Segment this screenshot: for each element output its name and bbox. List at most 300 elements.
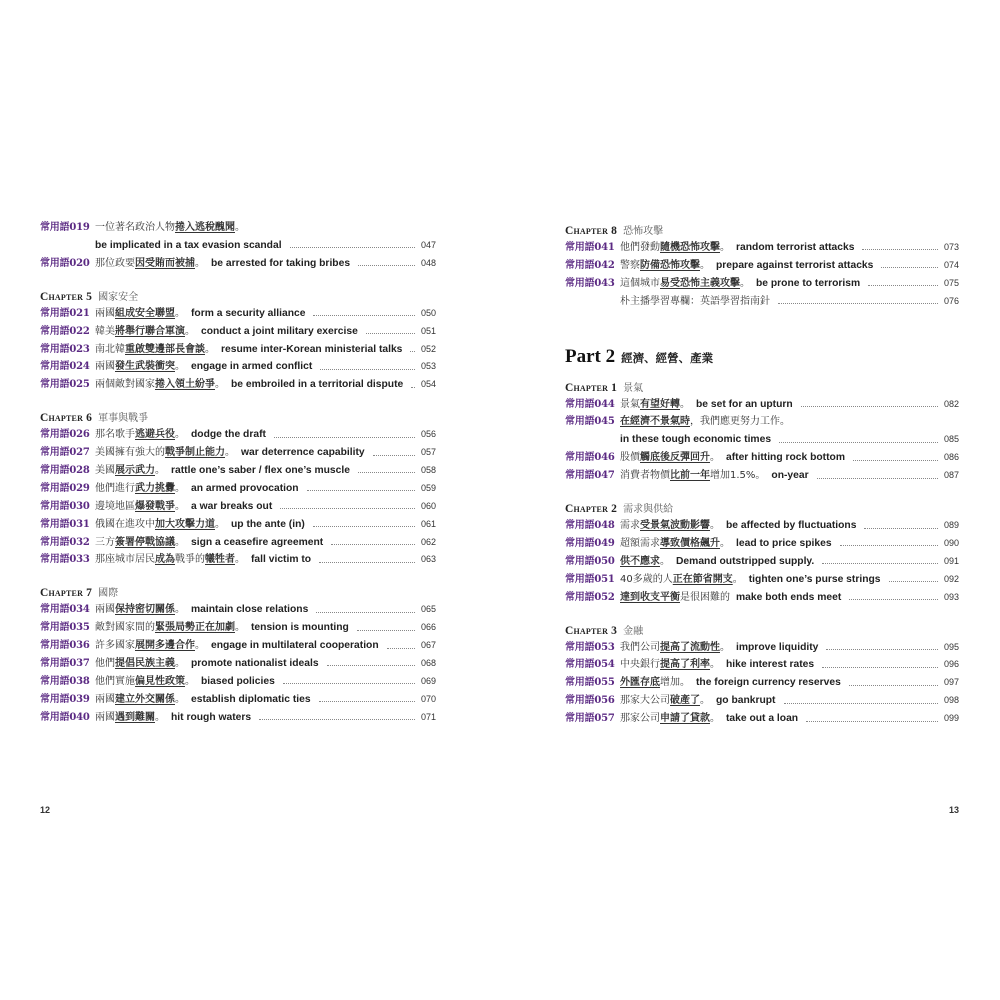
- dot-leader: [822, 667, 938, 668]
- dot-leader: [290, 247, 415, 248]
- entry-english-phrase: rattle one’s saber / flex one’s muscle: [171, 465, 350, 477]
- entry-page-number: 082: [943, 398, 959, 409]
- entry-page-number: 073: [943, 242, 959, 252]
- entry-code: 常用語047: [565, 470, 615, 482]
- entry-english-phrase: war deterrence capability: [241, 447, 365, 459]
- entry-english-phrase: be prone to terrorism: [756, 277, 861, 289]
- chapter-label: Chapter 2: [565, 503, 618, 516]
- entry-english-phrase: be set for an upturn: [696, 398, 793, 410]
- entry-code: 常用語024: [40, 361, 90, 373]
- entry-body: [620, 449, 959, 467]
- entry-page-number: 097: [943, 677, 959, 688]
- dot-leader: [259, 719, 415, 720]
- chapter-title: 軍事與戰爭: [98, 413, 149, 425]
- dot-leader: [881, 267, 938, 268]
- entry-body: [620, 275, 959, 293]
- entry-chinese-sentence: 這個城市易受恐怖主義攻擊。: [620, 277, 750, 289]
- entry-code: 常用語039: [40, 693, 90, 705]
- entry-body: [95, 709, 436, 727]
- entry-chinese-sentence: 在經濟不景氣時，我們應更努力工作。: [620, 416, 790, 428]
- entry-code: 常用語044: [565, 398, 615, 410]
- entry-english-phrase: a war breaks out: [191, 500, 273, 512]
- toc-entry[interactable]: [40, 691, 436, 709]
- entry-chinese-sentence: 他們實施偏見性政策。: [95, 675, 195, 687]
- dot-leader: [387, 648, 415, 649]
- toc-entry[interactable]: [565, 239, 959, 257]
- entry-english-phrase: hike interest rates: [726, 659, 815, 671]
- chapter-label: Chapter 6: [40, 412, 93, 425]
- entry-chinese-sentence: 警察防備恐怖攻擊。: [620, 259, 710, 271]
- entry-english-phrase: engage in multilateral cooperation: [211, 640, 379, 652]
- entry-english-phrase: engage in armed conflict: [191, 361, 313, 373]
- chapter-title: 需求與供給: [623, 504, 674, 516]
- entry-page-number: 061: [420, 518, 436, 529]
- chapter-title: 景氣: [623, 382, 644, 394]
- entry-body: [620, 535, 959, 553]
- entry-english-phrase: be embroiled in a territorial dispute: [231, 379, 404, 391]
- entry-code: 常用語042: [565, 259, 615, 271]
- entry-body: [95, 323, 436, 341]
- toc-entry[interactable]: [565, 293, 959, 311]
- dot-leader: [331, 544, 415, 545]
- chapter-label: Chapter 7: [40, 587, 93, 600]
- toc-entry[interactable]: [565, 275, 959, 293]
- entry-chinese-sentence: 許多國家展開多邊合作。: [95, 640, 205, 652]
- entry-chinese-sentence: 他們進行武力挑釁。: [95, 482, 185, 494]
- dot-leader: [411, 387, 415, 388]
- dot-leader: [313, 315, 415, 316]
- entry-code: 常用語035: [40, 622, 90, 634]
- entry-page-number: 054: [420, 379, 436, 390]
- entry-body: [95, 255, 436, 273]
- entry-code: 常用語048: [565, 520, 615, 532]
- entry-body: [95, 305, 436, 323]
- entry-body: [620, 517, 959, 535]
- chapter-title: 恐怖攻擊: [623, 226, 664, 237]
- toc-entry[interactable]: [40, 305, 436, 323]
- toc-entry[interactable]: [40, 498, 436, 516]
- entry-page-number: 062: [420, 536, 436, 547]
- entry-body: [95, 376, 436, 394]
- entry-chinese-sentence: 需求受景氣波動影響。: [620, 520, 720, 532]
- entry-code: 常用語032: [40, 536, 90, 548]
- dot-leader: [784, 703, 938, 704]
- entry-code: 常用語033: [40, 554, 90, 566]
- entry-page-number: 058: [420, 465, 436, 476]
- entry-code: 常用語046: [565, 452, 615, 464]
- entry-english-phrase: an armed provocation: [191, 482, 299, 494]
- entry-page-number: 095: [943, 641, 959, 652]
- entry-code: 常用語027: [40, 447, 90, 459]
- toc-entry[interactable]: [565, 467, 959, 485]
- entry-english-phrase: in these tough economic times: [620, 434, 772, 446]
- entry-chinese-sentence: 股價觸底後反彈回升。: [620, 452, 720, 464]
- entry-page-number: 051: [420, 325, 436, 336]
- toc-entry[interactable]: [40, 709, 436, 727]
- entry-code: 常用語025: [40, 379, 90, 391]
- toc-entry[interactable]: [40, 516, 436, 534]
- entry-body: [620, 656, 959, 674]
- entry-code: 常用語040: [40, 711, 90, 723]
- toc-entry[interactable]: [565, 535, 959, 553]
- entry-body: [95, 516, 436, 534]
- entry-body: [95, 601, 436, 619]
- chapter-heading: [565, 619, 959, 638]
- chapter-heading: [565, 219, 959, 238]
- entry-english-phrase: biased policies: [201, 675, 275, 687]
- page-number-left: 12: [40, 805, 51, 815]
- entry-page-number: 060: [420, 500, 436, 511]
- toc-entry[interactable]: [565, 571, 959, 589]
- toc-entry[interactable]: [40, 426, 436, 444]
- toc-entry[interactable]: [40, 534, 436, 552]
- entry-english-phrase: tighten one’s purse strings: [748, 573, 881, 585]
- dot-leader: [274, 437, 415, 438]
- entry-code: 常用語028: [40, 465, 90, 477]
- entry-chinese-sentence: 美國擁有強大的戰爭制止能力。: [95, 447, 235, 459]
- entry-code: 常用語022: [40, 325, 90, 337]
- toc-entry[interactable]: [40, 601, 436, 619]
- entry-chinese-sentence: 兩國保持密切關係。: [95, 604, 185, 616]
- entry-code: 常用語037: [40, 658, 90, 670]
- chapter-heading: [565, 376, 959, 395]
- dot-leader: [410, 351, 415, 352]
- entry-code: 常用語036: [40, 640, 90, 652]
- entry-body: [620, 257, 959, 275]
- toc-entry[interactable]: [565, 257, 959, 275]
- entry-body: [620, 589, 959, 607]
- left-toc-column: [40, 219, 436, 727]
- toc-entry[interactable]: [40, 619, 436, 637]
- entry-body: [620, 467, 959, 485]
- entry-code: 常用語026: [40, 429, 90, 441]
- entry-body: [620, 692, 959, 710]
- toc-entry-continuation[interactable]: [565, 431, 959, 449]
- entry-page-number: 050: [420, 307, 436, 318]
- entry-body: [95, 358, 436, 376]
- entry-chinese-sentence: 景氣有望好轉。: [620, 398, 690, 410]
- entry-body: [95, 655, 436, 673]
- entry-code: 常用語023: [40, 343, 90, 355]
- entry-english-phrase: maintain close relations: [191, 604, 309, 616]
- entry-chinese-sentence: 超額需求導致價格飆升。: [620, 538, 730, 550]
- chapter-label: Chapter 5: [40, 290, 93, 303]
- dot-leader: [868, 285, 938, 286]
- entry-page-number: 067: [420, 640, 436, 651]
- entry-code: 常用語034: [40, 604, 90, 616]
- entry-page-number: 099: [943, 713, 959, 724]
- entry-page-number: 063: [420, 554, 436, 565]
- toc-entry[interactable]: [40, 323, 436, 341]
- entry-chinese-sentence: 兩國組成安全聯盟。: [95, 307, 185, 319]
- entry-code: 常用語030: [40, 500, 90, 512]
- entry-english-phrase: make both ends meet: [736, 591, 842, 603]
- entry-body: [95, 444, 436, 462]
- entry-body: [620, 674, 959, 692]
- entry-chinese-sentence: 朴主播學習專欄：英語學習指南針: [620, 295, 770, 307]
- entry-chinese-sentence: 那位政要因受賄而被捕。: [95, 257, 205, 269]
- entry-chinese-sentence: 兩國遇到難關。: [95, 711, 165, 723]
- toc-entry[interactable]: [40, 358, 436, 376]
- entry-body: [95, 619, 436, 637]
- entry-page-number: 070: [420, 693, 436, 704]
- entry-code: 常用語049: [565, 538, 615, 550]
- entry-english-phrase: go bankrupt: [716, 695, 776, 707]
- toc-entry[interactable]: [565, 692, 959, 710]
- entry-chinese-sentence: 那座城市居民成為戰爭的犧牲者。: [95, 554, 245, 566]
- entry-body: [95, 534, 436, 552]
- right-toc-column: [565, 219, 959, 728]
- entry-page-number: 048: [420, 257, 436, 268]
- entry-code: 常用語056: [565, 695, 615, 707]
- entry-code: 常用語029: [40, 482, 90, 494]
- dot-leader: [358, 265, 415, 266]
- dot-leader: [280, 508, 415, 509]
- entry-code: 常用語020: [40, 257, 90, 269]
- dot-leader: [801, 406, 938, 407]
- entry-chinese-sentence: 兩個敵對國家捲入領土紛爭。: [95, 379, 225, 391]
- entry-chinese-sentence: 那家大公司破產了。: [620, 695, 710, 707]
- entry-page-number: 069: [420, 675, 436, 686]
- entry-chinese-sentence: 那名歌手逃避兵役。: [95, 429, 185, 441]
- entry-page-number: 085: [943, 434, 959, 445]
- entry-chinese-sentence: 達到收支平衡是很困難的: [620, 591, 730, 603]
- dot-leader: [849, 685, 938, 686]
- entry-body: [95, 426, 436, 444]
- dot-leader: [307, 490, 415, 491]
- entry-code: 常用語045: [565, 416, 615, 428]
- toc-entry[interactable]: [40, 655, 436, 673]
- part-label: Part 2: [565, 345, 616, 367]
- toc-entry[interactable]: [565, 589, 959, 607]
- entry-body: [620, 431, 959, 449]
- toc-entry-continuation[interactable]: [40, 237, 436, 255]
- entry-body: [620, 710, 959, 728]
- dot-leader: [864, 528, 938, 529]
- entry-english-phrase: after hitting rock bottom: [726, 452, 845, 464]
- chapter-heading: [40, 581, 436, 600]
- dot-leader: [358, 472, 415, 473]
- entry-code: 常用語055: [565, 677, 615, 689]
- dot-leader: [779, 442, 938, 443]
- toc-entry[interactable]: [565, 639, 959, 657]
- entry-page-number: 075: [943, 277, 959, 288]
- entry-chinese-sentence: 兩國建立外交關係。: [95, 693, 185, 705]
- entry-english-phrase: lead to price spikes: [736, 538, 832, 550]
- entry-code: 常用語050: [565, 555, 615, 567]
- entry-english-phrase: be implicated in a tax evasion scandal: [95, 239, 282, 251]
- chapter-title: 國際: [98, 588, 119, 600]
- entry-english-phrase: tension is mounting: [251, 622, 349, 634]
- entry-page-number: 093: [943, 591, 959, 602]
- entry-page-number: 068: [420, 658, 436, 669]
- chapter-title: 金融: [623, 625, 644, 637]
- toc-entry[interactable]: [40, 255, 436, 273]
- entry-english-phrase: form a security alliance: [191, 307, 306, 319]
- entry-code: 常用語054: [565, 659, 615, 671]
- entry-page-number: 074: [943, 259, 959, 270]
- entry-body: [620, 413, 959, 431]
- toc-entry[interactable]: [565, 710, 959, 728]
- entry-english-phrase: promote nationalist ideals: [191, 658, 319, 670]
- entry-body: [620, 553, 959, 571]
- entry-body: [95, 673, 436, 691]
- entry-chinese-sentence: 三方簽署停戰協議。: [95, 536, 185, 548]
- dot-leader: [283, 683, 415, 684]
- toc-entry[interactable]: [40, 462, 436, 480]
- entry-english-phrase: conduct a joint military exercise: [201, 325, 358, 337]
- entry-page-number: 065: [420, 604, 436, 615]
- chapter-label: Chapter 3: [565, 624, 618, 637]
- entry-page-number: 047: [420, 239, 436, 250]
- dot-leader: [840, 545, 938, 546]
- right-page: [565, 0, 959, 1000]
- toc-entry[interactable]: [565, 553, 959, 571]
- dot-leader: [826, 649, 938, 650]
- dot-leader: [327, 665, 415, 666]
- entry-english-phrase: improve liquidity: [736, 641, 819, 653]
- toc-entry[interactable]: [40, 551, 436, 569]
- toc-entry[interactable]: [40, 480, 436, 498]
- entry-english-phrase: sign a ceasefire agreement: [191, 536, 324, 548]
- entry-english-phrase: the foreign currency reserves: [696, 677, 841, 689]
- entry-body: [620, 571, 959, 589]
- entry-english-phrase: on-year: [771, 470, 809, 482]
- entry-chinese-sentence: 40多歲的人正在節省開支。: [620, 573, 743, 585]
- entry-chinese-sentence: 敵對國家間的緊張局勢正在加劇。: [95, 622, 245, 634]
- entry-chinese-sentence: 俄國在進攻中加大攻擊力道。: [95, 518, 225, 530]
- entry-chinese-sentence: 一位著名政治人物捲入逃稅醜聞。: [95, 222, 245, 233]
- entry-chinese-sentence: 他們提倡民族主義。: [95, 658, 185, 670]
- entry-body: [95, 480, 436, 498]
- entry-chinese-sentence: 外匯存底增加。: [620, 677, 690, 689]
- entry-english-phrase: prepare against terrorist attacks: [716, 259, 874, 271]
- entry-chinese-sentence: 消費者物價比前一年增加1.5%。: [620, 470, 766, 482]
- toc-entry[interactable]: [40, 637, 436, 655]
- dot-leader: [849, 599, 938, 600]
- entry-english-phrase: hit rough waters: [171, 711, 252, 723]
- entry-page-number: 053: [420, 361, 436, 372]
- entry-english-phrase: establish diplomatic ties: [191, 693, 311, 705]
- entry-body: [95, 498, 436, 516]
- entry-code: 常用語031: [40, 518, 90, 530]
- entry-chinese-sentence: 南北韓重啟雙邊部長會談。: [95, 343, 215, 355]
- chapter-title: 國家安全: [98, 291, 139, 303]
- dot-leader: [320, 369, 415, 370]
- toc-entry[interactable]: [565, 674, 959, 692]
- dot-leader: [366, 333, 415, 334]
- entry-body: [95, 237, 436, 255]
- toc-entry[interactable]: [565, 656, 959, 674]
- entry-body: [95, 551, 436, 569]
- entry-code: 常用語051: [565, 573, 615, 585]
- entry-english-phrase: take out a loan: [726, 713, 799, 725]
- page-number-right: 13: [948, 805, 959, 815]
- entry-page-number: 096: [943, 659, 959, 670]
- entry-code: 常用語021: [40, 307, 90, 319]
- entry-page-number: 089: [943, 520, 959, 531]
- entry-page-number: 052: [420, 343, 436, 354]
- dot-leader: [373, 455, 415, 456]
- entry-page-number: 071: [420, 711, 436, 722]
- entry-code: 常用語038: [40, 675, 90, 687]
- dot-leader: [313, 526, 415, 527]
- dot-leader: [319, 701, 415, 702]
- dot-leader: [778, 303, 938, 304]
- entry-body: [620, 239, 959, 257]
- left-page: [40, 0, 436, 1000]
- entry-body: [95, 462, 436, 480]
- chapter-heading: [565, 497, 959, 516]
- entry-body: [620, 639, 959, 657]
- entry-chinese-sentence: 邊境地區爆發戰爭。: [95, 500, 185, 512]
- chapter-heading: [40, 285, 436, 304]
- entry-chinese-sentence: 美國展示武力。: [95, 465, 165, 477]
- entry-page-number: 091: [943, 555, 959, 566]
- entry-body: [95, 637, 436, 655]
- entry-page-number: 059: [420, 482, 436, 493]
- entry-english-phrase: resume inter-Korean ministerial talks: [221, 343, 403, 355]
- toc-entry[interactable]: [565, 449, 959, 467]
- chapter-heading: [40, 406, 436, 425]
- toc-entry[interactable]: [40, 376, 436, 394]
- entry-page-number: 090: [943, 538, 959, 549]
- chapter-label: Chapter 8: [565, 225, 618, 237]
- entry-chinese-sentence: 兩國發生武裝衝突。: [95, 361, 185, 373]
- entry-english-phrase: dodge the draft: [191, 429, 266, 441]
- dot-leader: [806, 721, 938, 722]
- toc-entry[interactable]: [565, 517, 959, 535]
- dot-leader: [862, 249, 938, 250]
- entry-chinese-sentence: 他們發動隨機恐怖攻擊。: [620, 242, 730, 253]
- entry-page-number: 098: [943, 695, 959, 706]
- entry-body: [95, 219, 436, 237]
- entry-chinese-sentence: 我們公司提高了流動性。: [620, 641, 730, 653]
- dot-leader: [822, 563, 938, 564]
- entry-english-phrase: up the ante (in): [231, 518, 305, 530]
- entry-code: 常用語052: [565, 591, 615, 603]
- part-heading: [565, 342, 959, 372]
- toc-entry[interactable]: [565, 413, 959, 431]
- toc-entry[interactable]: [40, 341, 436, 359]
- entry-english-phrase: Demand outstripped supply.: [676, 555, 815, 567]
- dot-leader: [853, 460, 938, 461]
- entry-code: 常用語057: [565, 713, 615, 725]
- entry-english-phrase: random terrorist attacks: [736, 242, 855, 253]
- entry-english-phrase: fall victim to: [251, 554, 312, 566]
- toc-entry[interactable]: [40, 219, 436, 237]
- entry-english-phrase: be arrested for taking bribes: [211, 257, 351, 269]
- dot-leader: [889, 581, 938, 582]
- entry-body: [95, 341, 436, 359]
- dot-leader: [316, 612, 415, 613]
- part-title: 經濟、經營、產業: [621, 350, 714, 365]
- entry-page-number: 066: [420, 622, 436, 633]
- toc-entry[interactable]: [40, 673, 436, 691]
- toc-entry[interactable]: [40, 444, 436, 462]
- entry-body: [620, 396, 959, 414]
- entry-chinese-sentence: 供不應求。: [620, 555, 670, 567]
- entry-chinese-sentence: 韓美將舉行聯合軍演。: [95, 325, 195, 337]
- entry-body: [620, 293, 959, 311]
- entry-page-number: 086: [943, 452, 959, 463]
- entry-page-number: 057: [420, 447, 436, 458]
- entry-english-phrase: be affected by fluctuations: [726, 520, 857, 532]
- dot-leader: [817, 478, 938, 479]
- entry-page-number: 087: [943, 470, 959, 481]
- toc-entry[interactable]: [565, 396, 959, 414]
- entry-body: [95, 691, 436, 709]
